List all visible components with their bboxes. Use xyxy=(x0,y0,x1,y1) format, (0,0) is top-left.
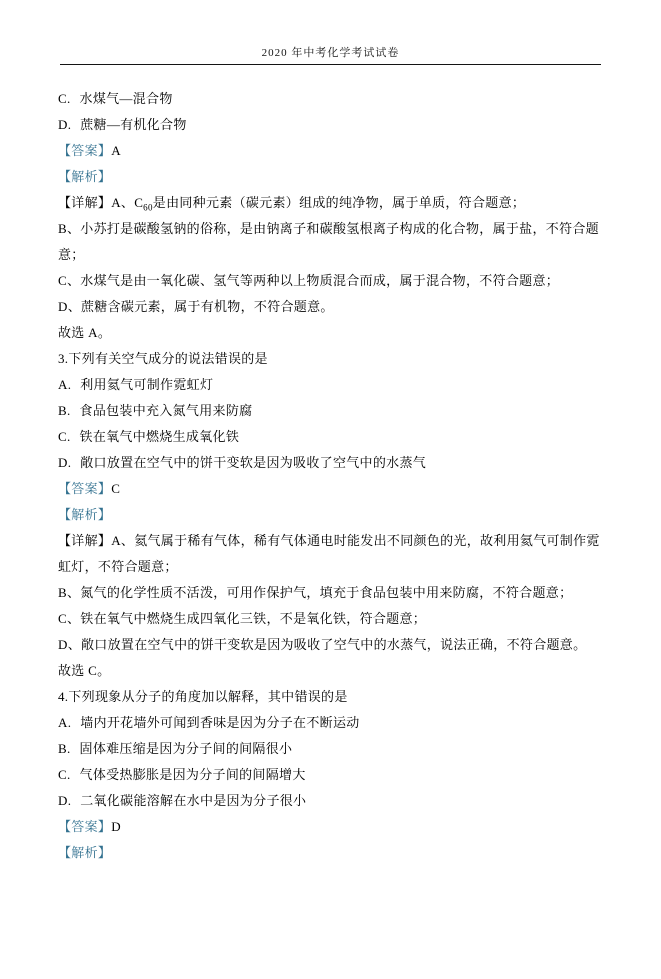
q4-option-a xyxy=(58,710,603,736)
q2-answer-line xyxy=(58,138,603,164)
q4-option-d-label: D. xyxy=(58,793,72,808)
q4-analysis-label: 【解析】 xyxy=(58,845,112,860)
q4-option-b-label: B. xyxy=(58,741,71,756)
q4-option-d-text: 二氧化碳能溶解在水中是因为分子很小 xyxy=(80,793,307,808)
q2-option-c-text: 水煤气—混合物 xyxy=(79,91,173,106)
q3-detail-a: 【详解】A、氦气属于稀有气体，稀有气体通电时能发出不同颜色的光，故利用氦气可制作霓虹灯，不符合题意； xyxy=(58,533,600,574)
q3-detail-d: D、敞口放置在空气中的饼干变软是因为吸收了空气中的水蒸气，说法正确，不符合题意。 xyxy=(58,637,587,652)
q3-title: 3.下列有关空气成分的说法错误的是 xyxy=(58,351,268,366)
q4-option-a-label: A. xyxy=(58,715,72,730)
q2-analysis-label: 【解析】 xyxy=(58,169,112,184)
q3-option-c-label: C. xyxy=(58,429,71,444)
q2-option-c-label: C. xyxy=(58,91,71,106)
q3-detail-c: C、铁在氧气中燃烧生成四氧化三铁，不是氧化铁，符合题意； xyxy=(58,611,427,626)
page-header xyxy=(60,44,601,65)
exam-document-page xyxy=(0,44,661,979)
q3-answer-label: 【答案】 xyxy=(58,481,112,496)
q3-option-c xyxy=(58,424,603,450)
q3-answer-line xyxy=(58,476,603,502)
q4-title: 4.下列现象从分子的角度加以解释，其中错误的是 xyxy=(58,689,348,704)
q3-option-d xyxy=(58,450,603,476)
q2-detail-b: B、小苏打是碳酸氢钠的俗称，是由钠离子和碳酸氢根离子构成的化合物，属于盐，不符合题意； xyxy=(58,221,599,262)
q4-answer-label: 【答案】 xyxy=(58,819,112,834)
q4-answer-value: D xyxy=(111,819,121,834)
q2-detail-a-prefix: 【详解】A、C xyxy=(58,195,144,210)
document-title: 2020 年中考化学考试试卷 xyxy=(261,47,400,59)
q2-detail-a-rest: 是由同种元素（碳元素）组成的纯净物，属于单质，符合题意； xyxy=(152,195,526,210)
q4-analysis-line xyxy=(58,840,603,866)
q3-option-b-text: 食品包装中充入氮气用来防腐 xyxy=(79,403,253,418)
q4-answer-line xyxy=(58,814,603,840)
q2-option-d-label: D. xyxy=(58,117,72,132)
document-body xyxy=(58,86,603,866)
q3-conclusion: 故选 C。 xyxy=(58,663,111,678)
q3-analysis-line xyxy=(58,502,603,528)
q2-conclusion: 故选 A。 xyxy=(58,325,112,340)
q3-option-a-text: 利用氦气可制作霓虹灯 xyxy=(80,377,214,392)
q2-detail-a xyxy=(58,190,603,216)
q4-option-d xyxy=(58,788,603,814)
q2-analysis-line xyxy=(58,164,603,190)
q3-answer-value: C xyxy=(111,481,121,496)
q2-detail-a-subscript: 60 xyxy=(143,202,153,213)
q3-analysis-label: 【解析】 xyxy=(58,507,112,522)
q3-option-b-label: B. xyxy=(58,403,71,418)
q4-option-b-text: 固体难压缩是因为分子间的间隔很小 xyxy=(79,741,293,756)
q4-option-b xyxy=(58,736,603,762)
q3-option-b xyxy=(58,398,603,424)
q2-answer-label: 【答案】 xyxy=(58,143,112,158)
q3-option-a-label: A. xyxy=(58,377,72,392)
q4-option-c-label: C. xyxy=(58,767,71,782)
q2-option-c xyxy=(58,86,603,112)
q2-option-d-text: 蔗糖—有机化合物 xyxy=(80,117,187,132)
q3-option-c-text: 铁在氧气中燃烧生成氧化铁 xyxy=(79,429,240,444)
q2-detail-d: D、蔗糖含碳元素，属于有机物，不符合题意。 xyxy=(58,299,334,314)
q4-option-a-text: 墙内开花墙外可闻到香味是因为分子在不断运动 xyxy=(80,715,360,730)
q2-answer-value: A xyxy=(111,143,121,158)
q3-option-d-text: 敞口放置在空气中的饼干变软是因为吸收了空气中的水蒸气 xyxy=(80,455,427,470)
q4-option-c xyxy=(58,762,603,788)
q2-detail-c: C、水煤气是由一氧化碳、氢气等两种以上物质混合而成，属于混合物，不符合题意； xyxy=(58,273,560,288)
q3-option-a xyxy=(58,372,603,398)
q4-option-c-text: 气体受热膨胀是因为分子间的间隔增大 xyxy=(79,767,306,782)
q2-option-d xyxy=(58,112,603,138)
q3-option-d-label: D. xyxy=(58,455,72,470)
q3-detail-b: B、氮气的化学性质不活泼，可用作保护气，填充于食品包装中用来防腐，不符合题意； xyxy=(58,585,573,600)
